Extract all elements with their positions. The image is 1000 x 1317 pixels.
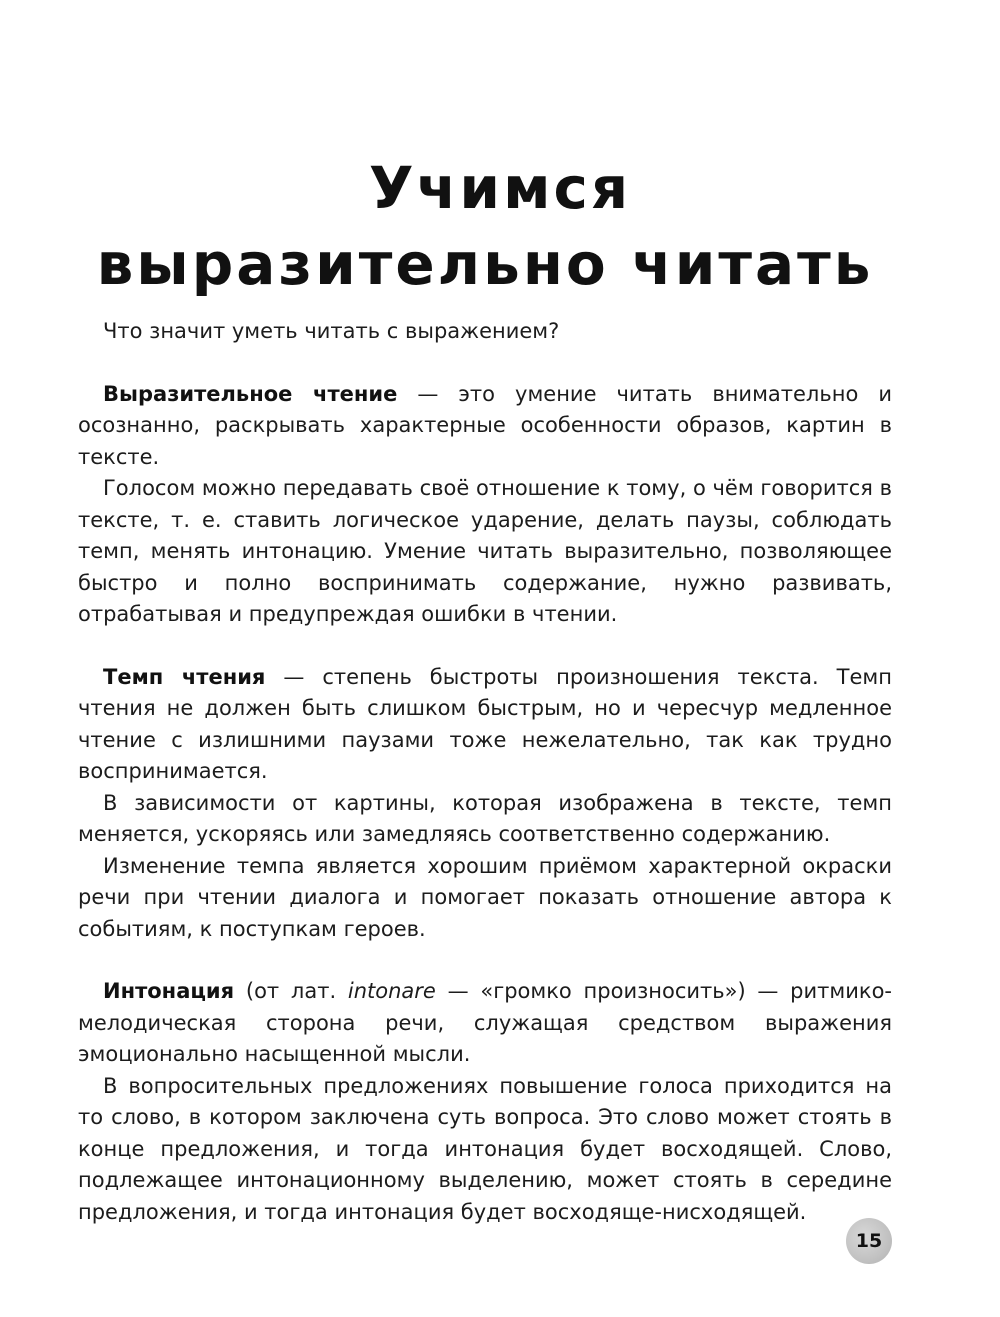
page-title-line-2: выразительно читать <box>96 230 874 298</box>
tempo-definition-text: — степень быстроты произношения текста. Темп чтения не должен быть слишком быстрым, но и чересчур медленное чтение с излишними паузами тоже нежелательно, так как трудно воспринимается. <box>78 664 892 783</box>
tempo-paragraph-3: Изменение темпа является хорошим приёмом характерной окраски речи при чтении диалога и помогает показать отношение автора к событиям, к поступкам героев. <box>78 853 892 941</box>
intonation-term: Интонация <box>103 979 235 1003</box>
intonation-latin-word: intonare <box>347 979 436 1003</box>
intonation-definition <box>78 976 892 1071</box>
intonation-definition-text: — «громко произносить») — ритмико-мелодическая сторона речи, служащая средством выражения эмоционально насыщенной мысли. <box>78 979 892 1066</box>
tempo-term: Темп чтения <box>103 664 266 689</box>
intro-question: Что значит уметь читать с выражением? <box>103 319 560 343</box>
body-text <box>78 316 892 1228</box>
intonation-paragraph-2: В вопросительных предложениях повышение голоса приходится на то слово, в котором заключена суть вопроса. Это слово может стоять в конце предложения, и тогда интонация будет восходящей. Слово, подлежащее интонационному выделению, может стоять в середине предложения, и тогда интонация будет восходяще-нисходящей. <box>78 1073 892 1224</box>
tempo-paragraph-2: В зависимости от картины, которая изображена в тексте, темп меняется, ускоряясь или замедляясь соответственно содержанию. <box>78 790 892 846</box>
expressive-reading-definition-text: — это умение читать внимательно и осознанно, раскрывать характерные особенности образов, картин в тексте. <box>78 381 892 469</box>
expressive-reading-term: Выразительное чтение <box>103 381 398 406</box>
intonation-latin-prefix: (от лат. <box>234 979 348 1003</box>
page-title-line-1: Учимся <box>368 154 632 222</box>
page-number-badge <box>846 1218 892 1264</box>
expressive-reading-paragraph: Голосом можно передавать своё отношение к тому, о чём говорится в тексте, т. е. ставить логическое ударение, делать паузы, соблюдать темп, менять интонацию. Умение читать выразительно, позволяющее быстро и полно воспринимать содержание, нужно развивать, отрабатывая и предупреждая ошибки в чтении. <box>78 476 892 626</box>
tempo-definition <box>78 662 892 788</box>
page-number: 15 <box>855 1230 883 1252</box>
expressive-reading-definition <box>78 379 892 474</box>
page-title <box>0 150 1000 302</box>
